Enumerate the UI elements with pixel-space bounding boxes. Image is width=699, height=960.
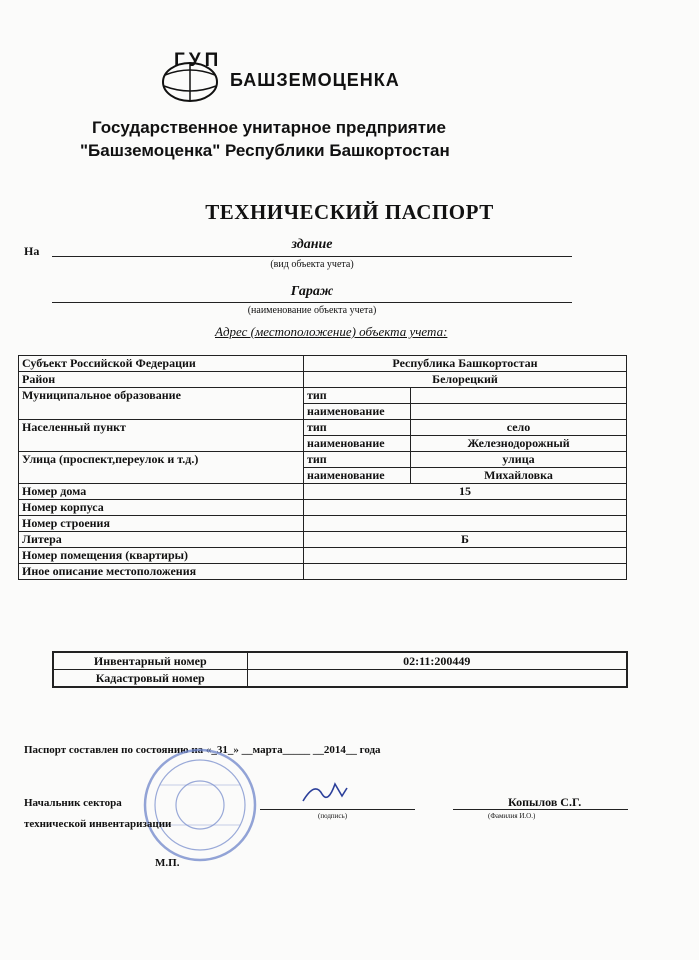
table-row <box>53 652 627 670</box>
inventory-number-value: 02:11:200449 <box>247 652 627 670</box>
table-row <box>19 500 627 516</box>
table-row <box>19 356 627 372</box>
district-label: Район <box>19 372 304 388</box>
building-label: Номер строения <box>19 516 304 532</box>
table-row <box>19 372 627 388</box>
address-table <box>18 355 627 580</box>
settlement-label: Населенный пункт <box>19 420 304 452</box>
seal-place: М.П. <box>155 857 180 869</box>
object-type-hint: (вид объекта учета) <box>270 259 354 270</box>
cadastral-number-value <box>247 670 627 688</box>
subject-value: Республика Башкортостан <box>304 356 627 372</box>
subject-label: Субъект Российской Федерации <box>19 356 304 372</box>
table-row <box>19 548 627 564</box>
building-value <box>304 516 627 532</box>
house-value: 15 <box>304 484 627 500</box>
table-row <box>19 420 627 436</box>
street-label: Улица (проспект,переулок и т.д.) <box>19 452 304 484</box>
position-line-2: технической инвентаризации <box>24 818 172 830</box>
settlement-type-label: тип <box>304 420 411 436</box>
cadastral-number-label: Кадастровый номер <box>53 670 247 688</box>
sign-hint: (подпись) <box>318 812 348 820</box>
street-name-label: наименование <box>304 468 411 484</box>
street-type-value: улица <box>411 452 627 468</box>
municipal-label: Муниципальное образование <box>19 388 304 420</box>
municipal-name-label: наименование <box>304 404 411 420</box>
table-row <box>19 484 627 500</box>
street-name-value: Михайловка <box>411 468 627 484</box>
object-name-value: Гараж <box>290 284 334 299</box>
table-row <box>53 670 627 688</box>
room-value <box>304 548 627 564</box>
position-line-1: Начальник сектора <box>24 797 122 809</box>
settlement-type-value: село <box>411 420 627 436</box>
org-line-2: "Башземоценка" Республики Башкортостан <box>80 141 450 160</box>
logo-abbrev: ГУП <box>174 50 223 71</box>
name-hint: (Фамилия И.О.) <box>488 812 536 820</box>
inventory-table <box>52 651 628 688</box>
corpus-value <box>304 500 627 516</box>
chief-name: Копылов С.Г. <box>508 795 582 809</box>
litera-value: Б <box>304 532 627 548</box>
room-label: Номер помещения (квартиры) <box>19 548 304 564</box>
inventory-number-label: Инвентарный номер <box>53 652 247 670</box>
object-prefix: На <box>24 244 40 258</box>
company-logo <box>160 50 420 102</box>
logo-name: БАШЗЕМОЦЕНКА <box>230 70 400 90</box>
district-value: Белорецкий <box>304 372 627 388</box>
street-type-label: тип <box>304 452 411 468</box>
object-type-value: здание <box>291 237 333 252</box>
litera-label: Литера <box>19 532 304 548</box>
municipal-type-label: тип <box>304 388 411 404</box>
settlement-name-label: наименование <box>304 436 411 452</box>
object-name-line <box>52 302 572 303</box>
table-row <box>19 452 627 468</box>
object-type-line <box>52 256 572 257</box>
official-stamp <box>140 745 260 865</box>
address-heading: Адрес (местоположение) объекта учета: <box>215 324 448 339</box>
other-label: Иное описание местоположения <box>19 564 304 580</box>
table-row <box>19 388 627 404</box>
table-row <box>19 516 627 532</box>
signature-line <box>260 809 415 810</box>
handwritten-signature <box>300 776 350 806</box>
corpus-label: Номер корпуса <box>19 500 304 516</box>
house-label: Номер дома <box>19 484 304 500</box>
settlement-name-value: Железнодорожный <box>411 436 627 452</box>
object-name-hint: (наименование объекта учета) <box>247 305 377 316</box>
org-line-1: Государственное унитарное предприятие <box>92 118 446 137</box>
municipal-type-value <box>411 388 627 404</box>
municipal-name-value <box>411 404 627 420</box>
other-value <box>304 564 627 580</box>
name-line <box>453 809 628 810</box>
compiled-date: Паспорт составлен по состоянию на «_31_» __марта_____ __2014__ года <box>24 744 381 756</box>
table-row <box>19 564 627 580</box>
document-title: ТЕХНИЧЕСКИЙ ПАСПОРТ <box>205 200 494 224</box>
table-row <box>19 532 627 548</box>
